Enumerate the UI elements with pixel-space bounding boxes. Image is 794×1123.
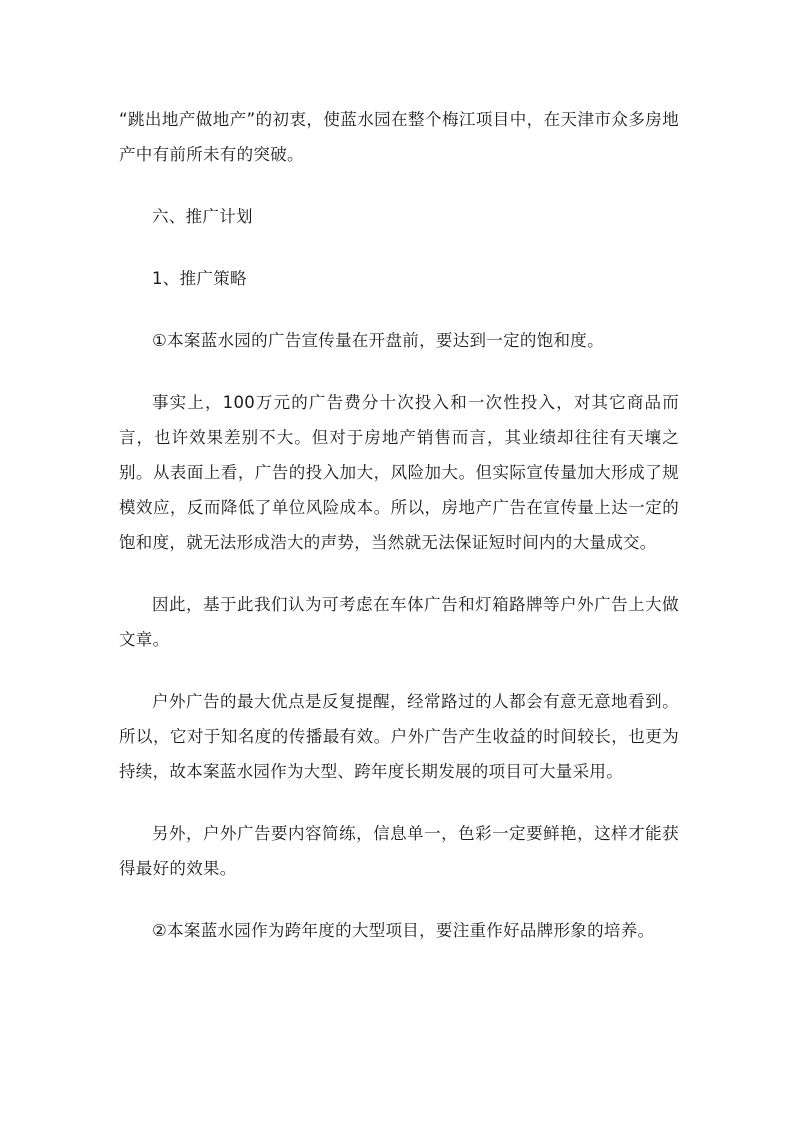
paragraph-outdoor-ads-advantages: 户外广告的最大优点是反复提醒，经常路过的人都会有意无意地看到。所以，它对于知名度的传播最有效。户外广告产生收益的时间较长，也更为持续，故本案蓝水园作为大型、跨年度长期发展的项目可大量采用。 xyxy=(119,692,679,781)
document-body xyxy=(119,102,679,948)
section-heading-promotion-plan: 六、推广计划 xyxy=(152,207,253,226)
paragraph-point-2: ②本案蓝水园作为跨年度的大型项目，要注重作好品牌形象的培养。 xyxy=(152,921,655,940)
paragraph-outdoor-ads-content: 另外，户外广告要内容简练，信息单一，色彩一定要鲜艳，这样才能获得最好的效果。 xyxy=(119,824,679,878)
subsection-heading-promotion-strategy: 1、推广策略 xyxy=(152,269,247,288)
paragraph-intro-continuation: “跳出地产做地产”的初衷，使蓝水园在整个梅江项目中，在天津市众多房地产中有前所未有的突破。 xyxy=(119,110,679,164)
paragraph-outdoor-ads-suggestion: 因此，基于此我们认为可考虑在车体广告和灯箱路牌等户外广告上大做文章。 xyxy=(119,595,679,649)
paragraph-point-1: ①本案蓝水园的广告宣传量在开盘前，要达到一定的饱和度。 xyxy=(152,331,604,350)
paragraph-ad-budget: 事实上，100万元的广告费分十次投入和一次性投入，对其它商品而言，也许效果差别不大。但对于房地产销售而言，其业绩却往往有天壤之别。从表面上看，广告的投入加大，风险加大。但实际宣传量加大形成了规模效应，反而降低了单位风险成本。所以，房地产广告在宣传量上达一定的饱和度，就无法形成浩大的声势，当然就无法保证短时间内的大量成交。 xyxy=(119,393,679,552)
